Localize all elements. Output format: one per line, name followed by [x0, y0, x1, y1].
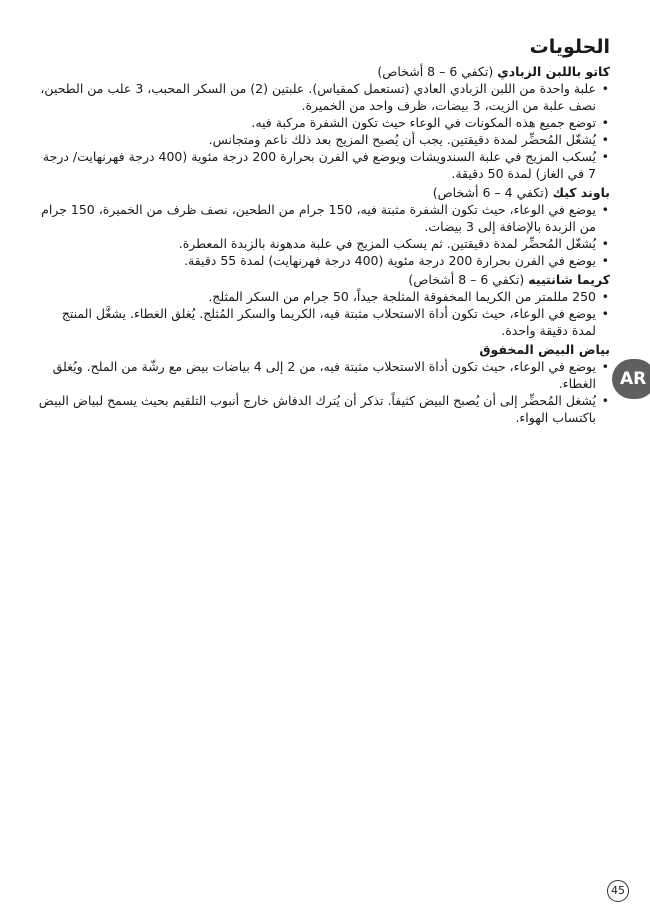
recipe-name: بياض البيض المخفوق	[479, 342, 610, 357]
recipe-steps	[38, 358, 610, 426]
language-tab: AR	[612, 359, 650, 399]
recipe-heading	[38, 63, 610, 80]
recipe-yogurt-cake	[38, 63, 610, 182]
recipe-serves: (تكفي 4 – 6 أشخاص)	[432, 185, 549, 200]
recipe-step: • 250 مللمتر من الكريما المخفوقة المثلجة جيداً، 50 جرام من السكر المثلج.	[38, 288, 610, 305]
recipe-heading	[38, 271, 610, 288]
recipe-step: • علبة واحدة من اللبن الزبادي العادي (تستعمل كمقياس). علبتين (2) من السكر المحبب، 3 علب من الطحين، نصف علبة من الزيت، 3 بيضات، ظرف واحد من الخميرة.	[38, 80, 610, 114]
document-body	[38, 34, 610, 426]
recipe-serves: (تكفي 6 – 8 أشخاص)	[408, 272, 525, 287]
recipe-step: • يُشغل المُحضِّر إلى أن يُصبح البيض كثيفاً. تذكر أن يُترك الدفاش خارج أنبوب التلقيم بحيث يسمح لبياض البيض باكتساب الهواء.	[38, 392, 610, 426]
recipe-name: كاتو باللبن الزبادي	[497, 64, 610, 79]
recipe-steps	[38, 80, 610, 182]
recipe-step: • يوضع في الوعاء، حيث تكون أداة الاستحلاب مثبتة فيه، الكريما والسكر المُثلج. يُغلق الغطاء. يشغَّل المنتج لمدة دقيقة واحدة.	[38, 305, 610, 339]
page-number: 45	[607, 880, 629, 902]
recipe-step: • يوضع في الوعاء، حيث تكون أداة الاستحلاب مثبتة فيه، من 2 إلى 4 بياضات بيض مع رشّة من الملح. ويُغلق الغطاء.	[38, 358, 610, 392]
recipe-step: • يُسكب المزيج في علبة السندويشات ويوضع في الفرن بحرارة 200 درجة مئوية (400 درجة فهرنهايت/ درجة 7 في الغاز) لمدة 50 دقيقة.	[38, 148, 610, 182]
recipe-pound-cake	[38, 184, 610, 269]
recipe-step: • يوضع في الوعاء، حيث تكون الشفرة مثبتة فيه، 150 جرام من الطحين، نصف ظرف من الخميرة، 150 جرام من الزبدة بالإضافة إلى 3 بيضات.	[38, 201, 610, 235]
recipe-name: كريما شانتييه	[528, 272, 610, 287]
recipe-step: • توضع جميع هذه المكونات في الوعاء حيث تكون الشفرة مركبة فيه.	[38, 114, 610, 131]
recipe-steps	[38, 201, 610, 269]
recipe-step: • يُشغّل المُحضِّر لمدة دقيقتين. يجب أن يُصبح المزيج بعد ذلك ناعم ومتجانس.	[38, 131, 610, 148]
recipe-chantilly-cream	[38, 271, 610, 339]
recipe-serves: (تكفي 6 – 8 أشخاص)	[377, 64, 494, 79]
recipe-heading	[38, 184, 610, 201]
recipe-step: • يُشغّل المُحضِّر لمدة دقيقتين. ثم يسكب المزيج في علبة مدهونة بالزبدة المعطرة.	[38, 235, 610, 252]
recipe-whipped-egg-whites	[38, 341, 610, 426]
recipe-heading	[38, 341, 610, 358]
recipe-step: • يوضع في الفرن بحرارة 200 درجة مئوية (400 درجة فهرنهايت) لمدة 55 دقيقة.	[38, 252, 610, 269]
page-title: الحلويات	[529, 36, 610, 58]
recipe-steps	[38, 288, 610, 339]
recipe-name: باوند كيك	[552, 185, 610, 200]
